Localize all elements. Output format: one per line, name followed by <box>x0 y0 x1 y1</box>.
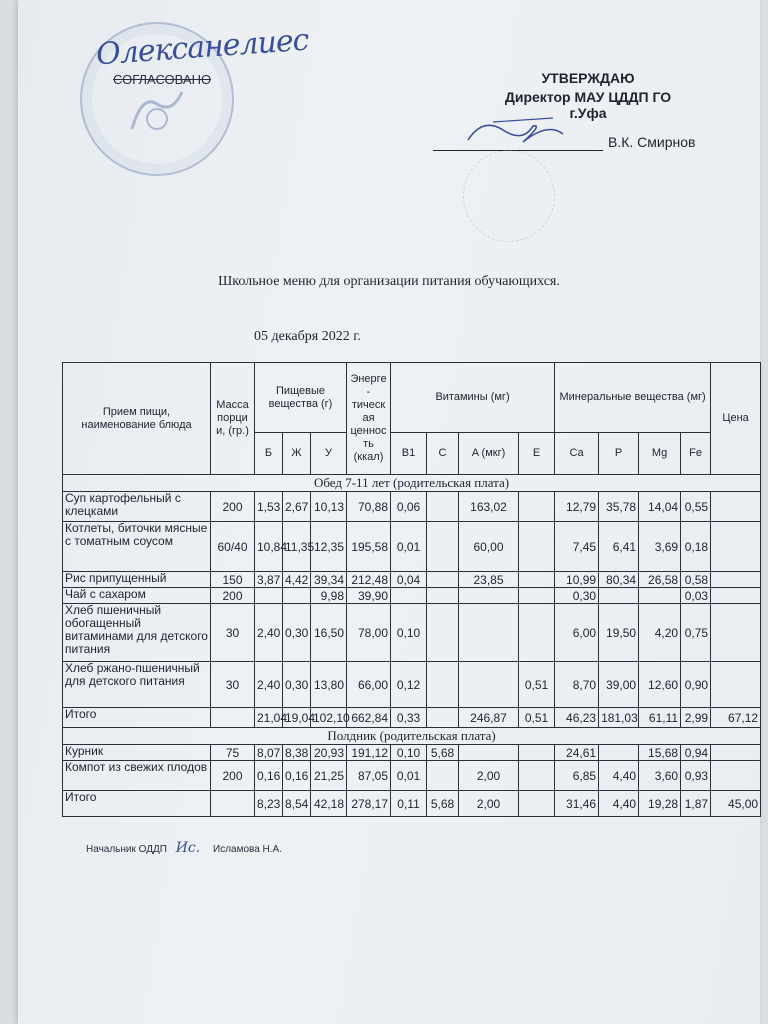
cell-price <box>711 745 761 761</box>
cell-fe: 0,55 <box>681 492 711 522</box>
cell-name: Рис припущенный <box>63 572 211 588</box>
cell-name: Суп картофельный с клецками <box>63 492 211 522</box>
cell-a: 163,02 <box>459 492 519 522</box>
cell-price: 45,00 <box>711 791 761 817</box>
cell-mg: 61,11 <box>639 708 681 728</box>
footer-role: Начальник ОДДП <box>86 844 167 855</box>
cell-mg: 14,04 <box>639 492 681 522</box>
cell-p: 19,50 <box>599 604 639 662</box>
table-row <box>63 572 761 588</box>
cell-mg: 15,68 <box>639 745 681 761</box>
cell-zh <box>283 588 311 604</box>
cell-ca: 31,46 <box>555 791 599 817</box>
cell-energy: 195,58 <box>347 522 391 572</box>
cell-mass <box>211 791 255 817</box>
cell-ca: 24,61 <box>555 745 599 761</box>
cell-a <box>459 588 519 604</box>
document-page <box>18 0 760 1024</box>
cell-e <box>519 604 555 662</box>
document-date: 05 декабря 2022 г. <box>254 329 361 344</box>
header-mass: Масса порци и, (гр.) <box>211 363 255 475</box>
cell-energy: 70,88 <box>347 492 391 522</box>
cell-e <box>519 745 555 761</box>
cell-mg: 4,20 <box>639 604 681 662</box>
header-mg: Mg <box>639 433 681 475</box>
agreed-label: СОГЛАСОВАНО <box>113 72 212 87</box>
cell-b: 1,53 <box>255 492 283 522</box>
cell-e <box>519 761 555 791</box>
section-snack: Полдник (родительская плата) <box>63 728 761 745</box>
cell-b1: 0,01 <box>391 761 427 791</box>
cell-fe: 0,75 <box>681 604 711 662</box>
header-b: Б <box>255 433 283 475</box>
cell-p: 80,34 <box>599 572 639 588</box>
cell-u: 13,80 <box>311 662 347 708</box>
header-nutrients: Пищевые вещества (г) <box>255 363 347 433</box>
cell-name: Итого <box>63 708 211 728</box>
cell-name: Котлеты, биточки мясные с томатным соусом <box>63 522 211 572</box>
cell-zh: 19,04 <box>283 708 311 728</box>
header-name: Прием пищи, наименование блюда <box>63 363 211 475</box>
cell-energy: 87,05 <box>347 761 391 791</box>
cell-ca: 10,99 <box>555 572 599 588</box>
cell-a: 23,85 <box>459 572 519 588</box>
cell-zh: 2,67 <box>283 492 311 522</box>
cell-b: 2,40 <box>255 662 283 708</box>
cell-energy: 78,00 <box>347 604 391 662</box>
header-zh: Ж <box>283 433 311 475</box>
cell-energy: 278,17 <box>347 791 391 817</box>
cell-b: 21,04 <box>255 708 283 728</box>
cell-mg <box>639 588 681 604</box>
cell-ca: 6,85 <box>555 761 599 791</box>
header-fe: Fe <box>681 433 711 475</box>
header-u: У <box>311 433 347 475</box>
cell-a: 246,87 <box>459 708 519 728</box>
cell-p: 4,40 <box>599 791 639 817</box>
cell-c <box>427 572 459 588</box>
cell-u: 20,93 <box>311 745 347 761</box>
director-signature-icon <box>463 112 573 152</box>
header-price: Цена <box>711 363 761 475</box>
approval-handwritten-signature: Олексанелиес <box>95 22 310 73</box>
cell-mass <box>211 708 255 728</box>
table-row <box>63 522 761 572</box>
cell-b1: 0,11 <box>391 791 427 817</box>
cell-b: 10,84 <box>255 522 283 572</box>
cell-mass: 150 <box>211 572 255 588</box>
cell-e: 0,51 <box>519 708 555 728</box>
cell-e <box>519 588 555 604</box>
cell-p: 4,40 <box>599 761 639 791</box>
director-title: Директор МАУ ЦДДП ГО г.Уфа <box>504 89 672 121</box>
cell-b1: 0,33 <box>391 708 427 728</box>
cell-price <box>711 522 761 572</box>
cell-b1: 0,06 <box>391 492 427 522</box>
cell-b <box>255 588 283 604</box>
cell-u: 16,50 <box>311 604 347 662</box>
cell-zh: 8,54 <box>283 791 311 817</box>
director-name: В.К. Смирнов <box>608 134 696 150</box>
cell-name: Чай с сахаром <box>63 588 211 604</box>
cell-fe: 0,90 <box>681 662 711 708</box>
table-row <box>63 662 761 708</box>
cell-b: 3,87 <box>255 572 283 588</box>
cell-name: Курник <box>63 745 211 761</box>
cell-p: 181,03 <box>599 708 639 728</box>
cell-mass: 30 <box>211 662 255 708</box>
cell-fe: 1,87 <box>681 791 711 817</box>
cell-c <box>427 522 459 572</box>
header-energy: Энерге - тическ ая ценнос ть (ккал) <box>347 363 391 475</box>
footer-name: Исламова Н.А. <box>213 844 283 855</box>
table-row <box>63 588 761 604</box>
total-row <box>63 708 761 728</box>
cell-ca: 7,45 <box>555 522 599 572</box>
cell-a <box>459 745 519 761</box>
cell-c <box>427 708 459 728</box>
cell-energy: 212,48 <box>347 572 391 588</box>
cell-zh: 0,16 <box>283 761 311 791</box>
cell-b1 <box>391 588 427 604</box>
cell-zh: 11,35 <box>283 522 311 572</box>
footer-signature: Ис. <box>175 840 201 856</box>
footer <box>86 840 282 856</box>
cell-b: 2,40 <box>255 604 283 662</box>
cell-price <box>711 572 761 588</box>
cell-zh: 0,30 <box>283 662 311 708</box>
cell-u: 39,34 <box>311 572 347 588</box>
cell-b: 0,16 <box>255 761 283 791</box>
cell-ca: 12,79 <box>555 492 599 522</box>
cell-price <box>711 662 761 708</box>
cell-c <box>427 492 459 522</box>
cell-p: 35,78 <box>599 492 639 522</box>
cell-mass: 200 <box>211 761 255 791</box>
faint-stamp-icon <box>463 150 555 242</box>
cell-name: Компот из свежих плодов <box>63 761 211 791</box>
cell-fe: 0,93 <box>681 761 711 791</box>
cell-name: Хлеб пшеничный обогащенный витаминами для детского питания <box>63 604 211 662</box>
cell-p: 6,41 <box>599 522 639 572</box>
cell-u: 9,98 <box>311 588 347 604</box>
cell-b1: 0,04 <box>391 572 427 588</box>
header-p: P <box>599 433 639 475</box>
cell-u: 12,35 <box>311 522 347 572</box>
cell-energy: 662,84 <box>347 708 391 728</box>
section-lunch: Обед 7-11 лет (родительская плата) <box>63 475 761 492</box>
cell-price <box>711 761 761 791</box>
cell-mass: 200 <box>211 588 255 604</box>
cell-c: 5,68 <box>427 791 459 817</box>
cell-c <box>427 662 459 708</box>
cell-b: 8,23 <box>255 791 283 817</box>
header-c: C <box>427 433 459 475</box>
header-e: E <box>519 433 555 475</box>
cell-u: 10,13 <box>311 492 347 522</box>
cell-fe: 0,18 <box>681 522 711 572</box>
cell-mass: 200 <box>211 492 255 522</box>
approve-label: УТВЕРЖДАЮ <box>541 70 635 86</box>
cell-c: 5,68 <box>427 745 459 761</box>
cell-b1: 0,01 <box>391 522 427 572</box>
header-b1: B1 <box>391 433 427 475</box>
menu-table <box>62 362 761 817</box>
cell-b1: 0,10 <box>391 745 427 761</box>
cell-mass: 75 <box>211 745 255 761</box>
cell-p <box>599 588 639 604</box>
cell-e: 0,51 <box>519 662 555 708</box>
cell-mg: 19,28 <box>639 791 681 817</box>
header-ca: Ca <box>555 433 599 475</box>
cell-u: 102,10 <box>311 708 347 728</box>
cell-ca: 6,00 <box>555 604 599 662</box>
cell-mass: 30 <box>211 604 255 662</box>
cell-a <box>459 604 519 662</box>
cell-u: 42,18 <box>311 791 347 817</box>
cell-e <box>519 522 555 572</box>
cell-mg: 12,60 <box>639 662 681 708</box>
header-vitamins: Витамины (мг) <box>391 363 555 433</box>
cell-c <box>427 761 459 791</box>
cell-mg: 3,69 <box>639 522 681 572</box>
cell-fe: 0,03 <box>681 588 711 604</box>
cell-c <box>427 588 459 604</box>
cell-zh: 0,30 <box>283 604 311 662</box>
cell-a: 2,00 <box>459 791 519 817</box>
table-row <box>63 745 761 761</box>
cell-a <box>459 662 519 708</box>
table-row <box>63 492 761 522</box>
cell-a: 2,00 <box>459 761 519 791</box>
cell-p: 39,00 <box>599 662 639 708</box>
cell-mg: 3,60 <box>639 761 681 791</box>
document-title: Школьное меню для организации питания обучающихся. <box>218 274 560 289</box>
table-row <box>63 604 761 662</box>
cell-fe: 2,99 <box>681 708 711 728</box>
cell-name: Хлеб ржано-пшеничный для детского питания <box>63 662 211 708</box>
cell-ca: 0,30 <box>555 588 599 604</box>
header-minerals: Минеральные вещества (мг) <box>555 363 711 433</box>
cell-energy: 191,12 <box>347 745 391 761</box>
cell-e <box>519 572 555 588</box>
cell-ca: 46,23 <box>555 708 599 728</box>
cell-mass: 60/40 <box>211 522 255 572</box>
table-row <box>63 761 761 791</box>
cell-name: Итого <box>63 791 211 817</box>
cell-c <box>427 604 459 662</box>
cell-fe: 0,58 <box>681 572 711 588</box>
cell-price <box>711 604 761 662</box>
cell-p <box>599 745 639 761</box>
cell-e <box>519 492 555 522</box>
cell-u: 21,25 <box>311 761 347 791</box>
cell-b1: 0,12 <box>391 662 427 708</box>
cell-b: 8,07 <box>255 745 283 761</box>
cell-mg: 26,58 <box>639 572 681 588</box>
header-a: A (мкг) <box>459 433 519 475</box>
total-row <box>63 791 761 817</box>
cell-price <box>711 492 761 522</box>
cell-fe: 0,94 <box>681 745 711 761</box>
cell-b1: 0,10 <box>391 604 427 662</box>
cell-price: 67,12 <box>711 708 761 728</box>
cell-ca: 8,70 <box>555 662 599 708</box>
cell-e <box>519 791 555 817</box>
cell-zh: 4,42 <box>283 572 311 588</box>
cell-energy: 39,90 <box>347 588 391 604</box>
cell-a: 60,00 <box>459 522 519 572</box>
cell-price <box>711 588 761 604</box>
cell-energy: 66,00 <box>347 662 391 708</box>
cell-zh: 8,38 <box>283 745 311 761</box>
